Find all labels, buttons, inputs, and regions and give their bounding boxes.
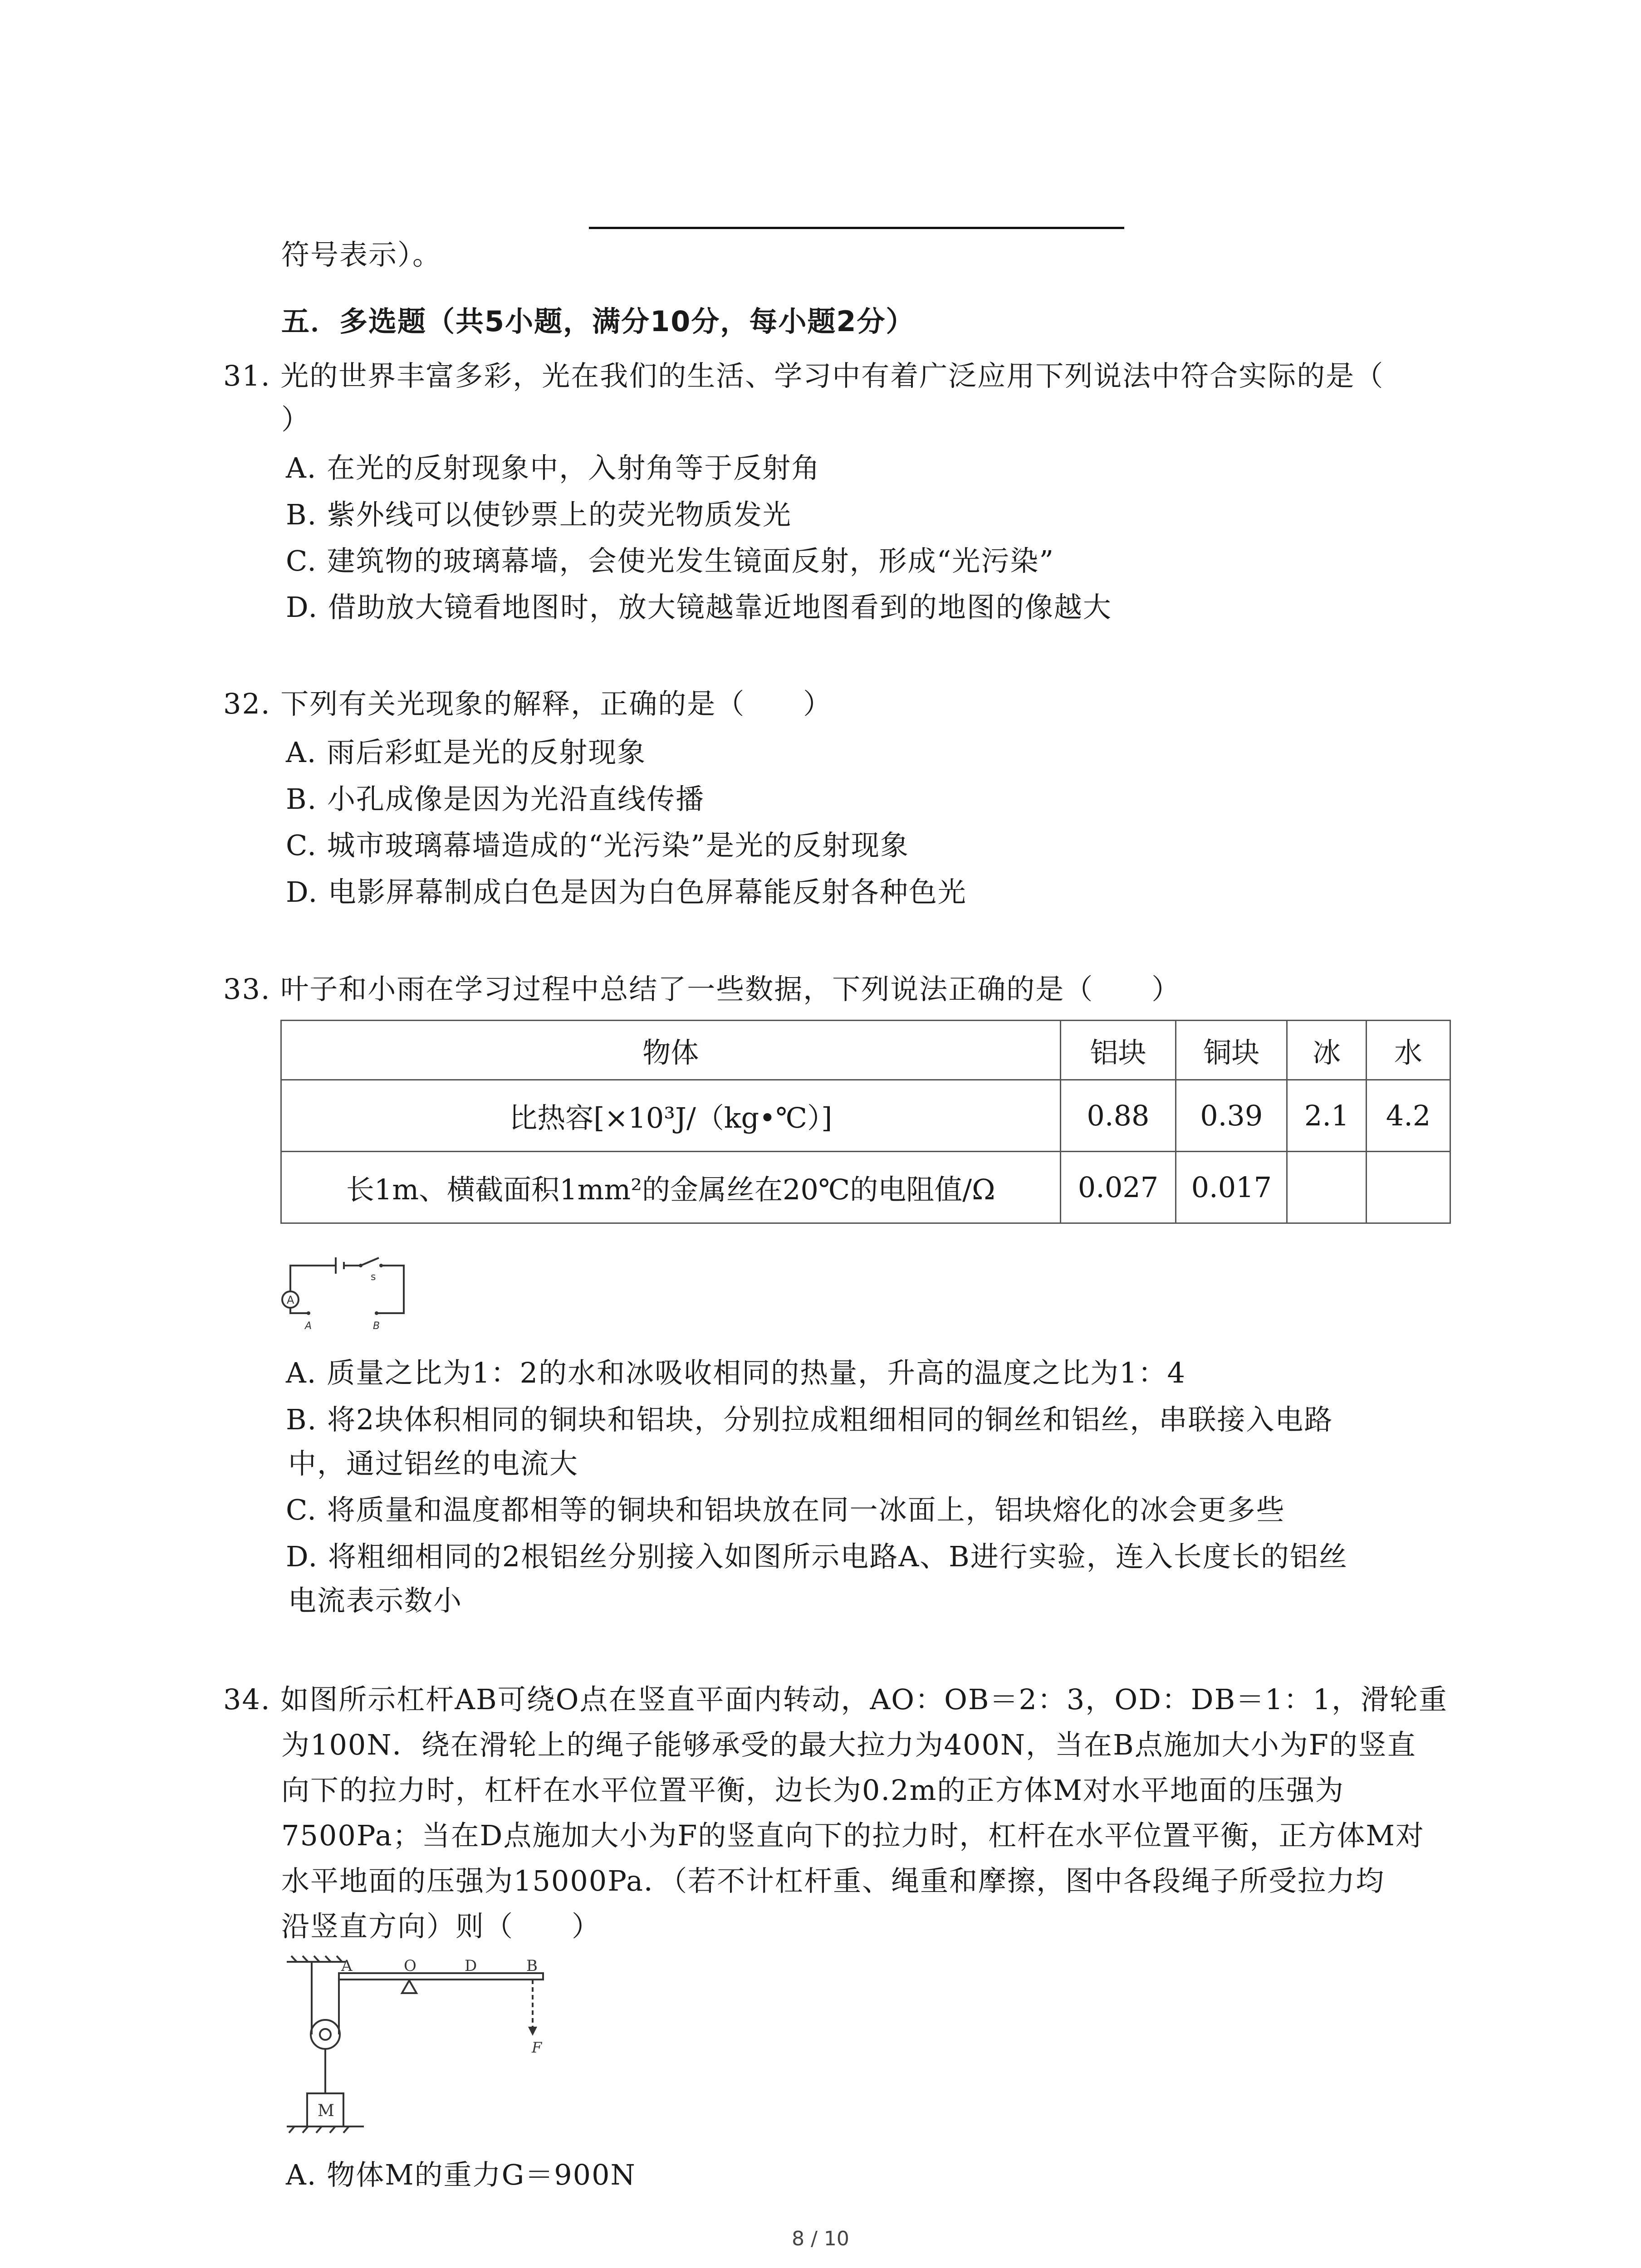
q32-option-a: A. 雨后彩虹是光的反射现象 [286,736,647,769]
q31-option-c: C. 建筑物的玻璃幕墙，会使光发生镜面反射，形成“光污染” [286,544,1055,577]
table-cell: 0.88 [1060,1080,1176,1152]
q33-option-d-cont: 电流表示数小 [288,1584,463,1617]
q31-stem: 31. 光的世界丰富多彩，光在我们的生活、学习中有着广泛应用下列说法中符合实际的是（ [223,359,1384,392]
lever-pulley-diagram [278,1955,550,2150]
q32-option-b: B. 小孔成像是因为光沿直线传播 [286,782,705,816]
q31-stem-cont: ） [281,403,311,436]
q33-option-b-cont: 中，通过铝丝的电流大 [288,1447,579,1480]
table-cell: 0.39 [1176,1080,1287,1152]
page-number: 8 / 10 [792,2227,849,2250]
svg-text:A: A [287,1294,294,1306]
answer-blank-line [589,227,1124,229]
q33-option-b: B. 将2块体积相同的铜块和铝块，分别拉成粗细相同的铜丝和铝丝，串联接入电路 [286,1403,1333,1436]
q31-option-a: A. 在光的反射现象中，入射角等于反射角 [286,451,821,484]
force-label-f: F [532,2039,542,2056]
table-cell: 2.1 [1287,1080,1367,1152]
table-cell: 0.017 [1176,1152,1287,1223]
q33-option-c: C. 将质量和温度都相等的铜块和铝块放在同一冰面上，铝块熔化的冰会更多些 [286,1493,1285,1526]
table-cell: 长1m、横截面积1mm²的金属丝在20℃的电阻值/Ω [281,1152,1061,1223]
circuit-label-s: s [371,1271,376,1283]
q34-stem-line: 向下的拉力时，杠杆在水平位置平衡，边长为0.2m的正方体M对水平地面的压强为 [281,1774,1344,1807]
q34-stem-line: 为100N．绕在滑轮上的绳子能够承受的最大拉力为400N，当在B点施加大小为F的竖直 [281,1728,1416,1761]
table-header-cell: 水 [1367,1021,1450,1080]
block-label-m: M [318,2102,334,2120]
lever-label-a: A [341,1957,353,1975]
previous-question-tail: 符号表示）。 [281,238,442,271]
q33-stem: 33. 叶子和小雨在学习过程中总结了一些数据，下列说法正确的是（ ） [223,973,1181,1006]
table-cell [1287,1152,1367,1223]
q32-option-c: C. 城市玻璃幕墙造成的“光污染”是光的反射现象 [286,829,910,862]
table-header-cell: 铝块 [1060,1021,1176,1080]
table-cell: 0.027 [1060,1152,1176,1223]
lever-label-d: D [465,1957,477,1975]
q32-stem: 32. 下列有关光现象的解释，正确的是（ ） [223,687,833,720]
table-cell [1367,1152,1450,1223]
circuit-diagram [272,1256,417,1347]
table-header-cell: 铜块 [1176,1021,1287,1080]
table-header-cell: 冰 [1287,1021,1367,1080]
table-row [281,1152,1450,1223]
circuit-label-a: A [305,1320,312,1332]
table-cell: 4.2 [1367,1080,1450,1152]
q34-stem-line: 水平地面的压强为15000Pa．（若不计杠杆重、绳重和摩擦，图中各段绳子所受拉力均 [281,1864,1385,1897]
data-table [280,1020,1451,1224]
q34-option-a: A. 物体M的重力G＝900N [286,2158,636,2191]
q31-option-d: D. 借助放大镜看地图时，放大镜越靠近地图看到的地图的像越大 [286,591,1112,624]
table-cell: 比热容[×10³J/（kg•℃）] [281,1080,1061,1152]
lever-label-o: O [404,1957,416,1975]
lever-label-b: B [526,1957,538,1975]
table-header-cell: 物体 [281,1021,1061,1080]
q31-option-b: B. 紫外线可以使钞票上的荧光物质发光 [286,498,792,531]
q34-stem-line: 34. 如图所示杠杆AB可绕O点在竖直平面内转动，AO：OB＝2：3，OD：DB＝1：1，滑轮重 [223,1683,1448,1716]
q33-option-d: D. 将粗细相同的2根铝丝分别接入如图所示电路A、B进行实验，连入长度长的铝丝 [286,1540,1348,1573]
table-row [281,1080,1450,1152]
q34-stem-line: 7500Pa；当在D点施加大小为F的竖直向下的拉力时，杠杆在水平位置平衡，正方体M对 [281,1819,1425,1852]
circuit-label-b: B [373,1320,380,1332]
q33-option-a: A. 质量之比为1：2的水和冰吸收相同的热量，升高的温度之比为1：4 [286,1356,1186,1389]
section-title: 五．多选题（共5小题，满分10分，每小题2分） [281,305,915,338]
table-header-row [281,1021,1450,1080]
q34-stem-line: 沿竖直方向）则（ ） [281,1910,601,1943]
q32-option-d: D. 电影屏幕制成白色是因为白色屏幕能反射各种色光 [286,875,967,909]
